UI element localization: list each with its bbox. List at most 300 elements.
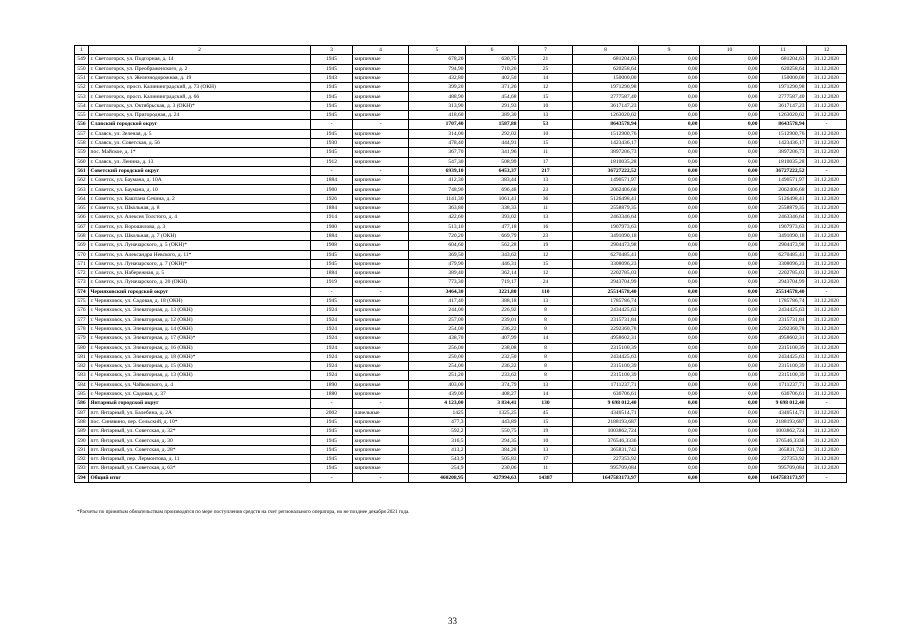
table-row xyxy=(75,241,847,250)
table-cell: 363,80 xyxy=(409,204,466,213)
table-cell: 0,00 xyxy=(639,241,700,250)
table-cell: 555 xyxy=(75,111,89,120)
table-cell: 560 xyxy=(75,157,89,166)
table-cell: 384,28 xyxy=(466,445,519,454)
table-cell: г. Славск, ул. Советская, д. 56 xyxy=(89,138,311,147)
table-cell: 13 xyxy=(519,176,573,185)
table-cell: 31.12.2020 xyxy=(807,445,847,454)
table-cell: г. Славск, ул. Ленина, д. 13 xyxy=(89,157,311,166)
table-cell: 1924 xyxy=(311,334,353,343)
table-cell: 23 xyxy=(519,231,573,240)
table-cell: 31.12.2020 xyxy=(807,213,847,222)
table-cell: 0,00 xyxy=(700,222,760,231)
table-cell: 575 xyxy=(75,297,89,306)
table-cell: 2434425,63 xyxy=(760,306,807,315)
header-cell: 1 xyxy=(75,46,89,55)
table-cell: 0,00 xyxy=(700,138,760,147)
table-cell: 454,68 xyxy=(466,92,519,101)
table-cell: 31.12.2020 xyxy=(807,55,847,64)
table-cell: - xyxy=(311,287,353,296)
table-cell: 556 xyxy=(75,120,89,129)
table-cell: 794,90 xyxy=(409,64,466,73)
table-cell: 0,00 xyxy=(639,194,700,203)
table-cell: г. Черняховск, ул. Садовая, д. 37 xyxy=(89,389,311,398)
table-cell: 0,00 xyxy=(639,371,700,380)
table-cell: 316,5 xyxy=(409,436,466,445)
table-cell: 0,00 xyxy=(700,92,760,101)
table-cell: пгт. Янтарный, пер. Лермонтова, д. 11 xyxy=(89,455,311,464)
table-cell: г. Черняховск, ул. Элеваторная, д. 16 (ОКН) xyxy=(89,343,311,352)
table-cell: 6453,37 xyxy=(466,166,519,175)
table-cell: 2292360,78 xyxy=(573,324,639,333)
table-cell: 446,31 xyxy=(466,259,519,268)
table-cell: пос. Майское, д. 1* xyxy=(89,148,311,157)
table-cell: 2434425,63 xyxy=(760,352,807,361)
header-cell: 8 xyxy=(573,46,639,55)
table-cell: 0,00 xyxy=(700,101,760,110)
table-cell: 0,00 xyxy=(639,399,700,408)
table-cell: г. Светлогорск, просп. Калининградский, д. 66 xyxy=(89,92,311,101)
table-cell: 460208,95 xyxy=(409,473,466,482)
table-cell: 2002 xyxy=(311,408,353,417)
table-row xyxy=(75,389,847,398)
table-cell: 31.12.2020 xyxy=(807,129,847,138)
table-cell: 0,00 xyxy=(639,157,700,166)
table-row xyxy=(75,417,847,426)
table-cell: 150000,00 xyxy=(760,73,807,82)
table-cell: 31.12.2020 xyxy=(807,111,847,120)
table-cell: - xyxy=(807,399,847,408)
table-cell: 0,00 xyxy=(700,473,760,482)
table-cell: 31.12.2020 xyxy=(807,427,847,436)
table-cell: 620258,64 xyxy=(760,64,807,73)
table-cell: 1924 xyxy=(311,352,353,361)
table-cell: 31.12.2020 xyxy=(807,362,847,371)
table-cell: 0,00 xyxy=(700,445,760,454)
table-cell: 403,00 xyxy=(409,380,466,389)
table-cell: 0,00 xyxy=(700,436,760,445)
table-cell: 710,26 xyxy=(466,64,519,73)
table-cell: 2904473,98 xyxy=(573,241,639,250)
table-cell: 696,48 xyxy=(466,185,519,194)
table-cell: 0,00 xyxy=(639,213,700,222)
table-cell: 31.12.2020 xyxy=(807,231,847,240)
table-row xyxy=(75,185,847,194)
table-cell: 0,00 xyxy=(639,83,700,92)
table-cell: 1945 xyxy=(311,92,353,101)
table-cell: 6939,10 xyxy=(409,166,466,175)
table-cell: 13 xyxy=(519,111,573,120)
table-cell: - xyxy=(353,120,409,129)
table-cell: г. Советск, ул. Алексея Толстого, д. 4 xyxy=(89,213,311,222)
table-cell: 0,00 xyxy=(639,269,700,278)
table-cell: 226,92 xyxy=(466,306,519,315)
table-cell: 291,93 xyxy=(466,101,519,110)
table-cell: 15 xyxy=(519,259,573,268)
table-cell: 0,00 xyxy=(700,334,760,343)
table-cell: 388,18 xyxy=(466,297,519,306)
table-cell: 636706,61 xyxy=(760,389,807,398)
table-cell: кирпичные xyxy=(353,111,409,120)
table-cell: кирпичные xyxy=(353,427,409,436)
table-cell: 376546,3336 xyxy=(760,436,807,445)
table-cell: 31.12.2020 xyxy=(807,408,847,417)
table-cell: кирпичные xyxy=(353,231,409,240)
table-cell: 681204,63 xyxy=(573,55,639,64)
table-cell: 1890 xyxy=(311,380,353,389)
table-cell: 0,00 xyxy=(700,129,760,138)
table-cell: 604,60 xyxy=(409,241,466,250)
table-cell: 31.12.2020 xyxy=(807,380,847,389)
table-cell: 393,02 xyxy=(466,213,519,222)
table-cell: 0,00 xyxy=(700,148,760,157)
table-cell: 3 834,41 xyxy=(466,399,519,408)
table-cell: 31.12.2020 xyxy=(807,297,847,306)
footnote: *Расчеты по принятым обязательствам производятся по мере поступления средств на счет регионального оператора, но не позднее декабря 2021 года. xyxy=(77,509,410,515)
table-cell: 2292360,78 xyxy=(760,324,807,333)
table-cell: 0,00 xyxy=(639,259,700,268)
table-cell: 0,00 xyxy=(700,241,760,250)
table-row xyxy=(75,73,847,82)
table-cell: 620258,64 xyxy=(573,64,639,73)
table-cell: 577 xyxy=(75,315,89,324)
table-row xyxy=(75,269,847,278)
table-cell: 25514578,40 xyxy=(573,287,639,296)
table-cell: 0,00 xyxy=(639,362,700,371)
table-cell: 2558879,35 xyxy=(573,204,639,213)
table-row xyxy=(75,334,847,343)
table-cell: 11 xyxy=(519,204,573,213)
table-cell: 1003862,724 xyxy=(573,427,639,436)
table-cell: 2463346,64 xyxy=(573,213,639,222)
table-cell: 338,33 xyxy=(466,204,519,213)
table-cell: 1930 xyxy=(311,138,353,147)
table-cell: 1647583173,97 xyxy=(760,473,807,482)
table-cell: 1971290,98 xyxy=(573,83,639,92)
table-cell: 31.12.2020 xyxy=(807,352,847,361)
table-row xyxy=(75,427,847,436)
table-cell: 2062406,68 xyxy=(573,185,639,194)
table-cell: 3491090,18 xyxy=(760,231,807,240)
table-cell: 389,40 xyxy=(409,269,466,278)
table-cell: кирпичные xyxy=(353,362,409,371)
table-cell: 563 xyxy=(75,185,89,194)
table-cell: 31.12.2020 xyxy=(807,343,847,352)
table-cell: 36727222,52 xyxy=(573,166,639,175)
table-cell: г. Славск, ул. Зеленая, д. 5 xyxy=(89,129,311,138)
table-cell: 3617147,23 xyxy=(573,101,639,110)
table-cell: 0,00 xyxy=(639,148,700,157)
table-cell: 0,00 xyxy=(700,120,760,129)
table-cell: 1945 xyxy=(311,445,353,454)
table-cell: кирпичные xyxy=(353,73,409,82)
table-row xyxy=(75,371,847,380)
table-cell: кирпичные xyxy=(353,455,409,464)
table-cell: 0,00 xyxy=(639,222,700,231)
table-cell: 432,80 xyxy=(409,73,466,82)
table-cell: 31.12.2020 xyxy=(807,138,847,147)
table-row xyxy=(75,343,847,352)
table-cell: 543,9 xyxy=(409,455,466,464)
table-cell: 16 xyxy=(519,222,573,231)
table-cell: 233,62 xyxy=(466,371,519,380)
table-cell: 561 xyxy=(75,166,89,175)
table-cell: 488,90 xyxy=(409,92,466,101)
table-cell: 31.12.2020 xyxy=(807,315,847,324)
table-cell: 0,00 xyxy=(639,436,700,445)
table-cell: 14 xyxy=(519,389,573,398)
table-cell: 11 xyxy=(519,464,573,473)
table-cell: 236,22 xyxy=(466,324,519,333)
table-cell: 0,00 xyxy=(700,259,760,268)
table-cell: 1490571,97 xyxy=(573,176,639,185)
table-cell: 341,96 xyxy=(466,148,519,157)
table-header-row xyxy=(75,46,847,55)
table-cell: 2315100,39 xyxy=(760,343,807,352)
table-cell: 14387 xyxy=(519,473,573,482)
table-cell: - xyxy=(807,287,847,296)
table-cell: 227353,92 xyxy=(760,455,807,464)
table-cell: 0,00 xyxy=(639,297,700,306)
table-cell: 31.12.2020 xyxy=(807,417,847,426)
table-cell: 408,27 xyxy=(466,389,519,398)
table-cell: - xyxy=(807,166,847,175)
table-cell: 0,00 xyxy=(700,455,760,464)
table-cell: 1512900,76 xyxy=(573,129,639,138)
table-cell: пгт. Янтарный, ул. Советская, д. 63* xyxy=(89,464,311,473)
table-cell: 478,40 xyxy=(409,138,466,147)
header-cell: 10 xyxy=(700,46,760,55)
table-cell: 0,00 xyxy=(700,83,760,92)
table-cell: кирпичные xyxy=(353,324,409,333)
table-cell: кирпичные xyxy=(353,334,409,343)
table-cell: г. Черняховск, ул. Садовая, д. 18 (ОКН) xyxy=(89,297,311,306)
table-cell: 17 xyxy=(519,157,573,166)
table-row xyxy=(75,157,847,166)
table-cell: 1884 xyxy=(311,204,353,213)
table-cell: 8 xyxy=(519,362,573,371)
table-cell: 0,00 xyxy=(700,306,760,315)
table-cell: 2315731,84 xyxy=(573,315,639,324)
table-cell: 2315731,84 xyxy=(760,315,807,324)
table-cell: 578 xyxy=(75,324,89,333)
table-cell: 1971290,98 xyxy=(760,83,807,92)
table-cell: 1587,88 xyxy=(466,120,519,129)
table-cell: 12 xyxy=(519,83,573,92)
table-cell: 0,00 xyxy=(639,101,700,110)
table-cell: 53 xyxy=(519,120,573,129)
table-cell: г. Светлогорск, ул. Железнодорожная, д. 19 xyxy=(89,73,311,82)
table-cell: 1943 xyxy=(311,73,353,82)
table-cell: Янтарный городской округ xyxy=(89,399,311,408)
table-cell: кирпичные xyxy=(353,176,409,185)
table-cell: 313,90 xyxy=(409,101,466,110)
table-cell: 31.12.2020 xyxy=(807,194,847,203)
table-cell: 31.12.2020 xyxy=(807,269,847,278)
table-cell: - xyxy=(807,473,847,482)
table-cell: кирпичные xyxy=(353,129,409,138)
table-cell: кирпичные xyxy=(353,241,409,250)
table-cell: 2434425,63 xyxy=(573,306,639,315)
table-row xyxy=(75,278,847,287)
table-cell: 31.12.2020 xyxy=(807,148,847,157)
table-cell: кирпичные xyxy=(353,306,409,315)
table-cell: Общий итог xyxy=(89,473,311,482)
table-cell: 15 xyxy=(519,92,573,101)
housing-table xyxy=(74,45,847,483)
table-cell: пгт. Янтарный, ул. Советская, д. 32* xyxy=(89,427,311,436)
table-cell: 130 xyxy=(519,399,573,408)
table-cell: 251,20 xyxy=(409,371,466,380)
table-cell: 720,20 xyxy=(409,231,466,240)
table-cell: 0,00 xyxy=(700,315,760,324)
table-cell: 1884 xyxy=(311,176,353,185)
table-cell: 4340514,71 xyxy=(573,408,639,417)
table-cell: 1810035,28 xyxy=(573,157,639,166)
table-cell: 773,30 xyxy=(409,278,466,287)
table-cell: 0,00 xyxy=(700,111,760,120)
table-cell: 2202785,03 xyxy=(760,269,807,278)
table-cell: - xyxy=(807,120,847,129)
table-cell: 1926 xyxy=(311,194,353,203)
table-cell: 418,60 xyxy=(409,111,466,120)
table-cell: 31.12.2020 xyxy=(807,157,847,166)
table-cell: 580 xyxy=(75,343,89,352)
table-cell: 1924 xyxy=(311,315,353,324)
header-cell: 11 xyxy=(760,46,807,55)
table-cell: 1325,25 xyxy=(466,408,519,417)
table-cell: 256,00 xyxy=(409,343,466,352)
table-cell: 558 xyxy=(75,138,89,147)
subtotal-row xyxy=(75,120,847,129)
table-cell: 383,44 xyxy=(466,176,519,185)
table-cell: 362,14 xyxy=(466,269,519,278)
table-cell: 12 xyxy=(519,269,573,278)
table-cell: 292,02 xyxy=(466,129,519,138)
table-cell: 19 xyxy=(519,241,573,250)
table-cell: кирпичные xyxy=(353,464,409,473)
table-cell: г. Светлогорск, ул. Преображенского, д. 2 xyxy=(89,64,311,73)
table-cell: 365831,742 xyxy=(573,445,639,454)
table-cell: 678,20 xyxy=(409,55,466,64)
table-cell: кирпичные xyxy=(353,64,409,73)
table-cell: 1924 xyxy=(311,324,353,333)
table-cell: 589 xyxy=(75,427,89,436)
table-cell: пос. Синявино, пер. Сельский, д. 10* xyxy=(89,417,311,426)
table-cell: 0,00 xyxy=(700,213,760,222)
table-cell: 15 xyxy=(519,417,573,426)
table-cell: 547,30 xyxy=(409,157,466,166)
table-cell: кирпичные xyxy=(353,213,409,222)
table-cell: 6270485,41 xyxy=(573,250,639,259)
table-cell: - xyxy=(353,473,409,482)
table-cell: 31.12.2020 xyxy=(807,176,847,185)
table-cell: 3617147,23 xyxy=(760,101,807,110)
table-cell: 31.12.2020 xyxy=(807,101,847,110)
table-cell: - xyxy=(353,166,409,175)
table-cell: 1945 xyxy=(311,64,353,73)
table-cell: 592,2 xyxy=(409,427,466,436)
header-cell: 6 xyxy=(466,46,519,55)
table-cell: 576 xyxy=(75,306,89,315)
table-cell: 343,62 xyxy=(466,250,519,259)
table-cell: кирпичные xyxy=(353,222,409,231)
table-cell: 1924 xyxy=(311,371,353,380)
table-cell: 0,00 xyxy=(639,204,700,213)
table-cell: кирпичные xyxy=(353,269,409,278)
table-cell: 553 xyxy=(75,92,89,101)
table-cell: 1945 xyxy=(311,148,353,157)
table-cell: 592 xyxy=(75,455,89,464)
table-cell: 31.12.2020 xyxy=(807,334,847,343)
table-cell: - xyxy=(311,166,353,175)
table-cell: 0,00 xyxy=(639,176,700,185)
header-cell: 7 xyxy=(519,46,573,55)
table-cell: кирпичные xyxy=(353,204,409,213)
table-row xyxy=(75,101,847,110)
table-cell: г. Черняховск, ул. Элеваторная, д. 14 (ОКН) xyxy=(89,324,311,333)
table-cell: - xyxy=(311,473,353,482)
header-cell: 12 xyxy=(807,46,847,55)
table-cell: 0,00 xyxy=(639,334,700,343)
table-cell: 9 698 012,40 xyxy=(760,399,807,408)
table-cell: 254,00 xyxy=(409,362,466,371)
table-cell: г. Советск, ул. Ворошилова, д. 3 xyxy=(89,222,311,231)
table-cell: 3464,30 xyxy=(409,287,466,296)
table-cell: 110 xyxy=(519,287,573,296)
table-cell: 31.12.2020 xyxy=(807,324,847,333)
table-cell: 565 xyxy=(75,204,89,213)
table-row xyxy=(75,83,847,92)
table-cell: 1912 xyxy=(311,157,353,166)
table-row xyxy=(75,324,847,333)
table-cell: 4 123,00 xyxy=(409,399,466,408)
table-cell: 0,00 xyxy=(639,464,700,473)
table-row xyxy=(75,194,847,203)
table-cell: кирпичные xyxy=(353,138,409,147)
table-cell: 0,00 xyxy=(700,194,760,203)
table-cell: 4340514,71 xyxy=(760,408,807,417)
subtotal-row xyxy=(75,287,847,296)
table-cell: 0,00 xyxy=(639,73,700,82)
table-cell: 636706,61 xyxy=(573,389,639,398)
header-cell: 5 xyxy=(409,46,466,55)
table-cell: Советский городской округ xyxy=(89,166,311,175)
table-cell: 2315100,39 xyxy=(760,362,807,371)
table-cell: 4958602,31 xyxy=(760,334,807,343)
table-cell: 573 xyxy=(75,278,89,287)
table-cell: 0,00 xyxy=(700,250,760,259)
table-cell: 2777587,40 xyxy=(760,92,807,101)
table-cell: 1908 xyxy=(311,241,353,250)
table-cell: 14 xyxy=(519,73,573,82)
table-cell: 150000,00 xyxy=(573,73,639,82)
table-cell: 0,00 xyxy=(700,380,760,389)
table-cell: г. Черняховск, ул. Чайковского, д. 4 xyxy=(89,380,311,389)
table-cell: 1945 xyxy=(311,417,353,426)
table-cell: 551 xyxy=(75,73,89,82)
table-cell: кирпичные xyxy=(353,259,409,268)
table-cell: 21 xyxy=(519,55,573,64)
table-cell: 232,50 xyxy=(466,352,519,361)
table-row xyxy=(75,148,847,157)
table-cell: 1810035,28 xyxy=(760,157,807,166)
table-row xyxy=(75,231,847,240)
table-cell: г. Советск, ул. Луначарского, д. 7 (ОКН)* xyxy=(89,259,311,268)
table-cell: 257,00 xyxy=(409,315,466,324)
table-cell: 1945 xyxy=(311,55,353,64)
table-cell: 31.12.2020 xyxy=(807,83,847,92)
